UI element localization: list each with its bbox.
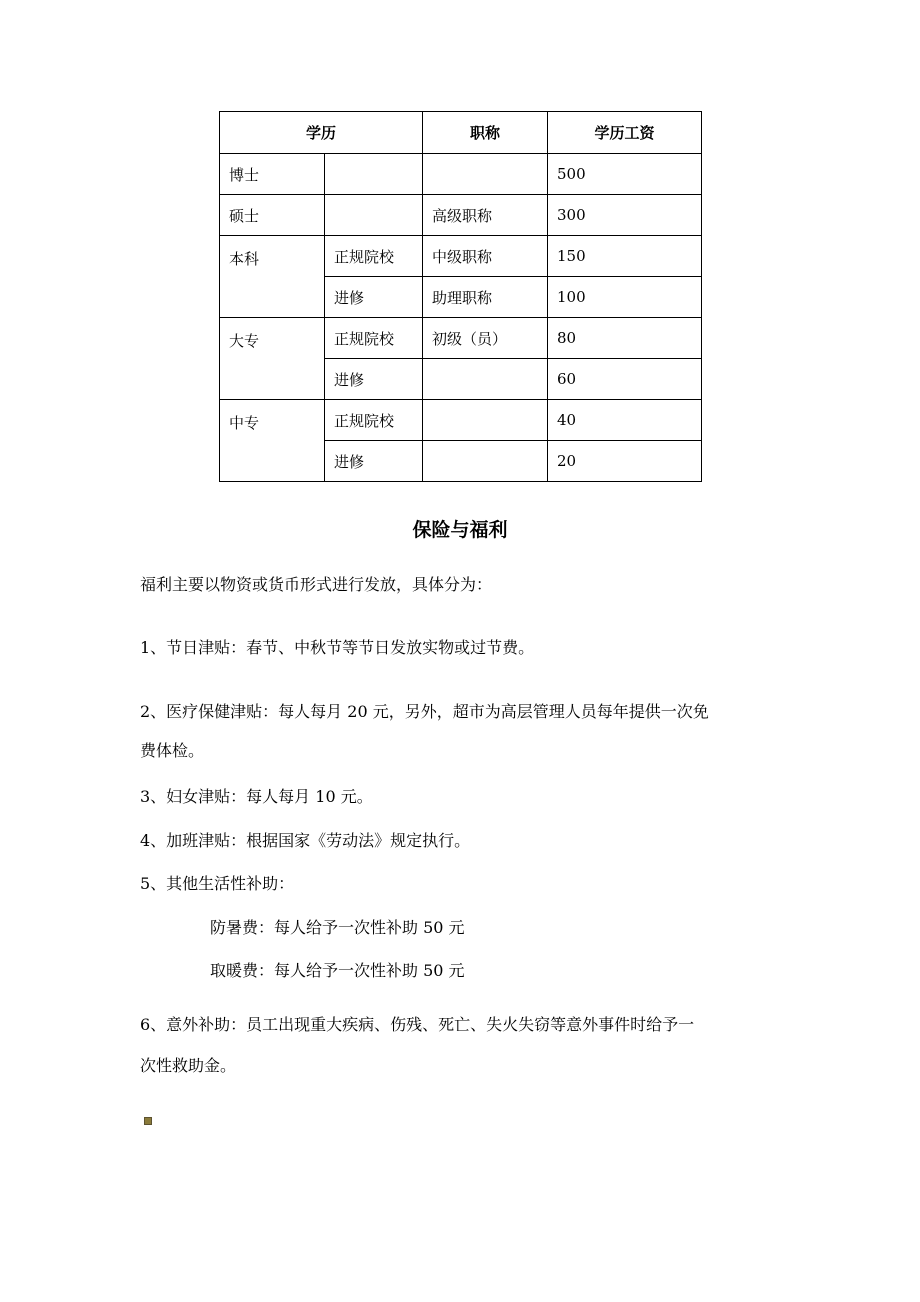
cell-education: 中专: [220, 400, 325, 482]
education-salary-table: [219, 111, 702, 482]
list-item: 6、意外补助：员工出现重大疾病、伤残、死亡、失火失窃等意外事件时给予一: [140, 1015, 695, 1034]
cell-title: 高级职称: [423, 195, 548, 236]
cell-education: 本科: [220, 236, 325, 318]
cell-school-type: 正规院校: [325, 236, 423, 277]
section-title: 保险与福利: [412, 519, 508, 541]
table-row: [220, 318, 702, 359]
intro-paragraph: 福利主要以物资或货币形式进行发放，具体分为：: [140, 575, 493, 594]
cell-school-type: 进修: [325, 359, 423, 400]
cell-salary: 100: [548, 277, 702, 318]
table-row: [220, 195, 702, 236]
image-placeholder-icon: [144, 1117, 152, 1125]
list-item: 1、节日津贴：春节、中秋节等节日发放实物或过节费。: [140, 638, 535, 657]
cell-salary: 500: [548, 154, 702, 195]
sub-list-item: 防暑费：每人给予一次性补助 50 元: [210, 918, 465, 937]
cell-title: [423, 441, 548, 482]
cell-title: [423, 154, 548, 195]
table-header-row: [220, 112, 702, 154]
cell-salary: 150: [548, 236, 702, 277]
cell-school-type: [325, 195, 423, 236]
cell-education: 硕士: [220, 195, 325, 236]
table-row: [220, 400, 702, 441]
cell-school-type: 正规院校: [325, 318, 423, 359]
header-title: 职称: [423, 112, 548, 154]
cell-school-type: 正规院校: [325, 400, 423, 441]
cell-school-type: [325, 154, 423, 195]
table-row: [220, 154, 702, 195]
list-item-continuation: 次性救助金。: [140, 1056, 237, 1075]
cell-title: [423, 400, 548, 441]
list-item-continuation: 费体检。: [140, 741, 205, 760]
cell-salary: 20: [548, 441, 702, 482]
header-salary: 学历工资: [548, 112, 702, 154]
cell-title: 中级职称: [423, 236, 548, 277]
cell-salary: 80: [548, 318, 702, 359]
list-item: 4、加班津贴：根据国家《劳动法》规定执行。: [140, 831, 471, 850]
list-item: 5、其他生活性补助：: [140, 874, 295, 893]
cell-salary: 40: [548, 400, 702, 441]
cell-school-type: 进修: [325, 277, 423, 318]
cell-title: 助理职称: [423, 277, 548, 318]
sub-list-item: 取暖费：每人给予一次性补助 50 元: [210, 961, 465, 980]
header-education: 学历: [220, 112, 423, 154]
cell-title: [423, 359, 548, 400]
cell-school-type: 进修: [325, 441, 423, 482]
cell-title: 初级（员）: [423, 318, 548, 359]
cell-salary: 60: [548, 359, 702, 400]
list-item: 3、妇女津贴：每人每月 10 元。: [140, 787, 373, 806]
cell-education: 博士: [220, 154, 325, 195]
cell-education: 大专: [220, 318, 325, 400]
table-row: [220, 236, 702, 277]
list-item: 2、医疗保健津贴：每人每月 20 元，另外，超市为高层管理人员每年提供一次免: [140, 702, 709, 721]
cell-salary: 300: [548, 195, 702, 236]
